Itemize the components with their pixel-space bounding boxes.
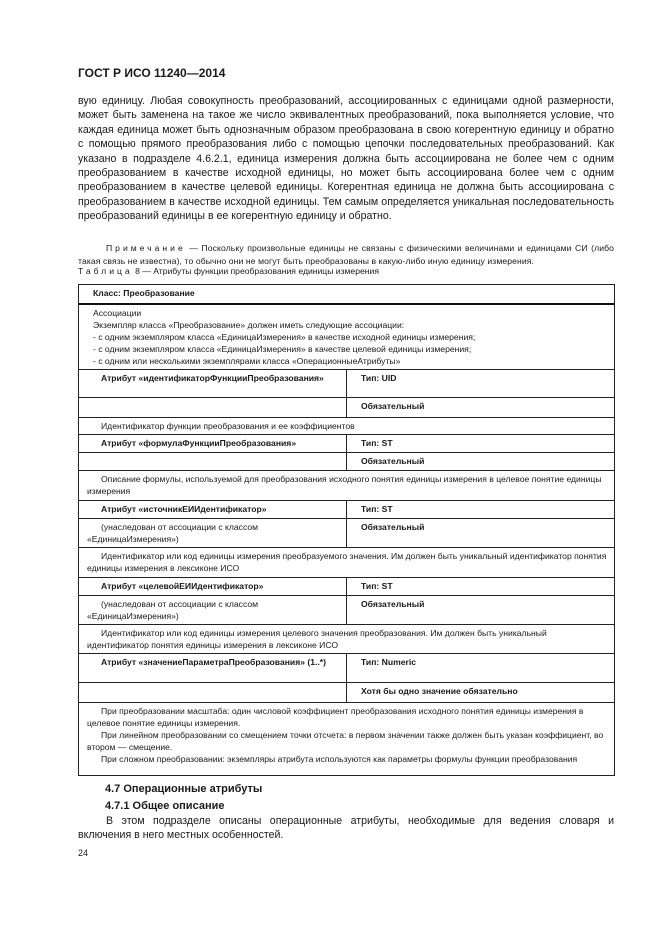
attr-req: Обязательный: [347, 398, 615, 418]
attr-type: Тип: ST: [347, 578, 615, 596]
attr-type: Тип: ST: [347, 501, 615, 519]
attr-sub: [79, 453, 347, 471]
attributes-table: [78, 284, 615, 776]
attr-desc: Идентификатор или код единицы измерения целевого значения преобразования. Им должен быть уникальный идентификатор понятия единицы измерения в лексиконе ИСО: [79, 625, 615, 654]
caption-text: 8 — Атрибуты функции преобразования единицы измерения: [132, 266, 379, 276]
document-header: ГОСТ Р ИСО 11240—2014: [78, 66, 226, 80]
intro-paragraph: вую единицу. Любая совокупность преобразований, ассоциированных с единицами одной размерности, может быть заменена на такое же число эквивалентных преобразований, пока выполняется условие, что каждая единица может быть однозначным образом преобразована в свою когерентную единицу и обратно с помощью прямого преобразования либо с помощью цепочки последовательных преобразований. Как указано в подразделе 4.6.2.1, единица измерения должна быть ассоциирована не более чем с одним преобразованием в качестве исходной единицы, но может быть ассоциирована более чем с одним преобразованием в качестве целевой единицы. Когерентная единица не должна быть ассоциирована с преобразованием в качестве исходной единицы. Тем самым определяется уникальная последовательность преобразований единицы в ее когерентную единицу и обратно.: [78, 95, 614, 223]
attr-desc: Идентификатор или код единицы измерения преобразуемого значения. Им должен быть уникальный идентификатор понятия единицы измерения в лексиконе ИСО: [79, 548, 615, 578]
attr-type: Тип: Numeric: [347, 654, 615, 683]
note-text: — Поскольку произвольные единицы не связаны с физическими величинами и единицами СИ (либо такая связь не известна), то обычно они не могут быть преобразованы в какую-либо иную единицу измерения.: [78, 243, 614, 266]
attr-sub: [79, 398, 347, 418]
final-note: При линейном преобразовании со смещением точки отсчета: в первом значении также должен быть указан коэффициент, во втором — смещение.: [87, 730, 604, 752]
attr-type: Тип: ST: [347, 435, 615, 453]
final-notes-cell: [79, 703, 615, 776]
attr-name: Атрибут «значениеПараметраПреобразования» (1..*): [79, 654, 347, 683]
attr-name: Атрибут «источникЕИИдентификатор»: [79, 501, 347, 519]
attr-desc: Описание формулы, используемой для преобразования исходного понятия единицы измерения в целевое понятие единицы измерения: [79, 471, 615, 501]
assoc-line: - с одним экземпляром класса «ЕдиницаИзмерения» в качестве исходной единицы измерения;: [93, 332, 476, 342]
section-heading: 4.7 Операционные атрибуты: [105, 783, 263, 795]
section-paragraph: [78, 814, 614, 843]
caption-label: Таблица: [78, 266, 133, 276]
attr-desc: Идентификатор функции преобразования и ее коэффициентов: [79, 418, 615, 435]
attr-name: Атрибут «идентификаторФункцииПреобразования»: [79, 370, 347, 398]
final-note: При сложном преобразовании: экземпляры атрибута используются как параметры формулы функции преобразования: [101, 754, 578, 764]
attr-req: Обязательный: [347, 453, 615, 471]
associations-cell: [79, 304, 615, 370]
assoc-line: Ассоциации: [93, 308, 142, 318]
attr-name: Атрибут «целевойЕИИдентификатор»: [79, 578, 347, 596]
attr-sub: [79, 683, 347, 703]
attr-type: Тип: UID: [347, 370, 615, 398]
attr-req: Хотя бы одно значение обязательно: [347, 683, 615, 703]
attr-sub: (унаследован от ассоциации с классом «ЕдиницаИзмерения»): [79, 519, 347, 548]
table-caption: [78, 266, 379, 276]
assoc-line: - с одним или несколькими экземплярами класса «ОперационныеАтрибуты»: [93, 356, 401, 366]
note: [78, 242, 614, 268]
attr-req: Обязательный: [347, 596, 615, 625]
attr-name: Атрибут «формулаФункцииПреобразования»: [79, 435, 347, 453]
assoc-line: - с одним экземпляром класса «ЕдиницаИзмерения» в качестве целевой единицы измерения;: [93, 344, 472, 354]
final-note: При преобразовании масштаба: один числовой коэффициент преобразования исходного понятия единицы измерения в целевое понятие единицы измерения.: [87, 706, 584, 728]
note-label: Примечание: [106, 243, 186, 253]
attr-req: Обязательный: [347, 519, 615, 548]
attr-sub: (унаследован от ассоциации с классом «ЕдиницаИзмерения»): [79, 596, 347, 625]
assoc-line: Экземпляр класса «Преобразование» должен иметь следующие ассоциации:: [93, 320, 405, 330]
subsection-heading: 4.7.1 Общее описание: [105, 800, 225, 812]
section-text: В этом подразделе описаны операционные атрибуты, необходимые для ведения словаря и включения в него местных особенностей.: [78, 815, 614, 842]
class-cell: Класс: Преобразование: [79, 285, 615, 305]
page-number: 24: [78, 848, 89, 858]
